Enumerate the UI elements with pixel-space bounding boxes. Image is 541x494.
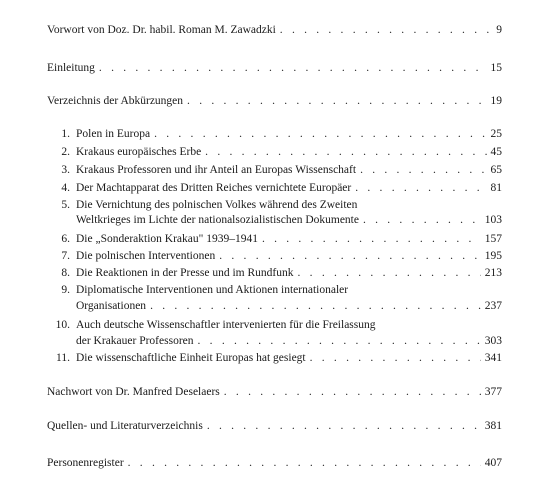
entry-title: Die Reaktionen in der Presse und im Rundfunk (76, 267, 294, 279)
toc-entry-quellen[interactable] (47, 419, 502, 433)
dot-leader (219, 249, 481, 263)
toc-chapter-5-cont[interactable] (76, 213, 502, 227)
toc-entry-abkuerzungen[interactable] (47, 94, 502, 108)
entry-page: 19 (490, 95, 502, 107)
dot-leader (205, 145, 486, 159)
dot-leader (150, 299, 481, 313)
entry-page: 25 (490, 128, 502, 140)
entry-page: 81 (490, 182, 502, 194)
dot-leader (355, 181, 486, 195)
dot-leader (262, 232, 481, 246)
entry-page: 15 (490, 62, 502, 74)
entry-page: 9 (496, 24, 502, 36)
dot-leader (128, 456, 481, 470)
entry-page: 65 (490, 164, 502, 176)
dot-leader (298, 266, 481, 280)
entry-title: Diplomatische Interventionen und Aktionen internationaler (76, 284, 349, 296)
dot-leader (187, 94, 486, 108)
entry-page: 103 (484, 214, 502, 226)
entry-page: 303 (484, 335, 502, 347)
entry-title: Nachwort von Dr. Manfred Deselaers (47, 386, 220, 398)
chapter-number: 11. (56, 352, 70, 364)
chapter-number: 6. (61, 233, 70, 245)
entry-title: Die polnischen Interventionen (76, 250, 216, 262)
toc-chapter-7[interactable] (47, 249, 502, 263)
entry-title: Die „Sonderaktion Krakau" 1939–1941 (76, 233, 258, 245)
entry-title: Die wissenschaftliche Einheit Europas hat gesiegt (76, 352, 306, 364)
entry-title: Einleitung (47, 62, 95, 74)
toc-entry-vorwort[interactable] (47, 23, 502, 37)
dot-leader (224, 385, 481, 399)
entry-title: Polen in Europa (76, 128, 151, 140)
toc-chapter-4[interactable] (47, 181, 502, 195)
toc-entry-nachwort[interactable] (47, 385, 502, 399)
toc-chapter-5[interactable] (47, 198, 502, 212)
dot-leader (280, 23, 492, 37)
entry-page: 213 (484, 267, 502, 279)
dot-leader (99, 61, 487, 75)
entry-page: 341 (484, 352, 502, 364)
entry-page: 237 (484, 300, 502, 312)
entry-title: Krakaus europäisches Erbe (76, 146, 202, 158)
entry-title: Vorwort von Doz. Dr. habil. Roman M. Zawadzki (47, 24, 276, 36)
toc-chapter-1[interactable] (47, 127, 502, 141)
toc-chapter-8[interactable] (47, 266, 502, 280)
toc-chapter-6[interactable] (47, 232, 502, 246)
chapter-number: 5. (61, 199, 70, 211)
toc-chapter-10[interactable] (47, 318, 502, 332)
toc-chapter-2[interactable] (47, 145, 502, 159)
entry-page: 381 (484, 420, 502, 432)
entry-title: Verzeichnis der Abkürzungen (47, 95, 184, 107)
entry-title: Die Vernichtung des polnischen Volkes während des Zweiten (76, 199, 358, 211)
toc-chapter-9-cont[interactable] (76, 299, 502, 313)
toc-entry-einleitung[interactable] (47, 61, 502, 75)
chapter-number: 8. (61, 267, 70, 279)
chapter-number: 3. (61, 164, 70, 176)
chapter-number: 4. (61, 182, 70, 194)
entry-page: 195 (484, 250, 502, 262)
toc-chapter-3[interactable] (47, 163, 502, 177)
chapter-number: 10. (55, 319, 70, 331)
entry-title: Der Machtapparat des Dritten Reiches vernichtete Europäer (76, 182, 352, 194)
toc-chapter-10-cont[interactable] (76, 334, 502, 348)
entry-title-cont: der Krakauer Professoren (76, 335, 194, 347)
dot-leader (310, 351, 481, 365)
entry-title-cont: Organisationen (76, 300, 147, 312)
entry-page: 157 (484, 233, 502, 245)
entry-page: 377 (484, 386, 502, 398)
entry-title-cont: Weltkrieges im Lichte der nationalsozialistischen Dokumente (76, 214, 359, 226)
entry-title: Personenregister (47, 457, 124, 469)
chapter-number: 1. (61, 128, 70, 140)
chapter-number: 9. (61, 284, 70, 296)
toc-chapter-9[interactable] (47, 283, 502, 297)
chapter-number: 2. (61, 146, 70, 158)
dot-leader (360, 163, 486, 177)
dot-leader (198, 334, 481, 348)
entry-page: 45 (490, 146, 502, 158)
toc-entry-personenregister[interactable] (47, 456, 502, 470)
dot-leader (363, 213, 481, 227)
chapter-number: 7. (61, 250, 70, 262)
entry-title: Auch deutsche Wissenschaftler intervenierten für die Freilassung (76, 319, 376, 331)
entry-title: Quellen- und Literaturverzeichnis (47, 420, 203, 432)
dot-leader (207, 419, 481, 433)
toc-chapter-11[interactable] (47, 351, 502, 365)
entry-page: 407 (484, 457, 502, 469)
entry-title: Krakaus Professoren und ihr Anteil an Europas Wissenschaft (76, 164, 357, 176)
dot-leader (154, 127, 486, 141)
